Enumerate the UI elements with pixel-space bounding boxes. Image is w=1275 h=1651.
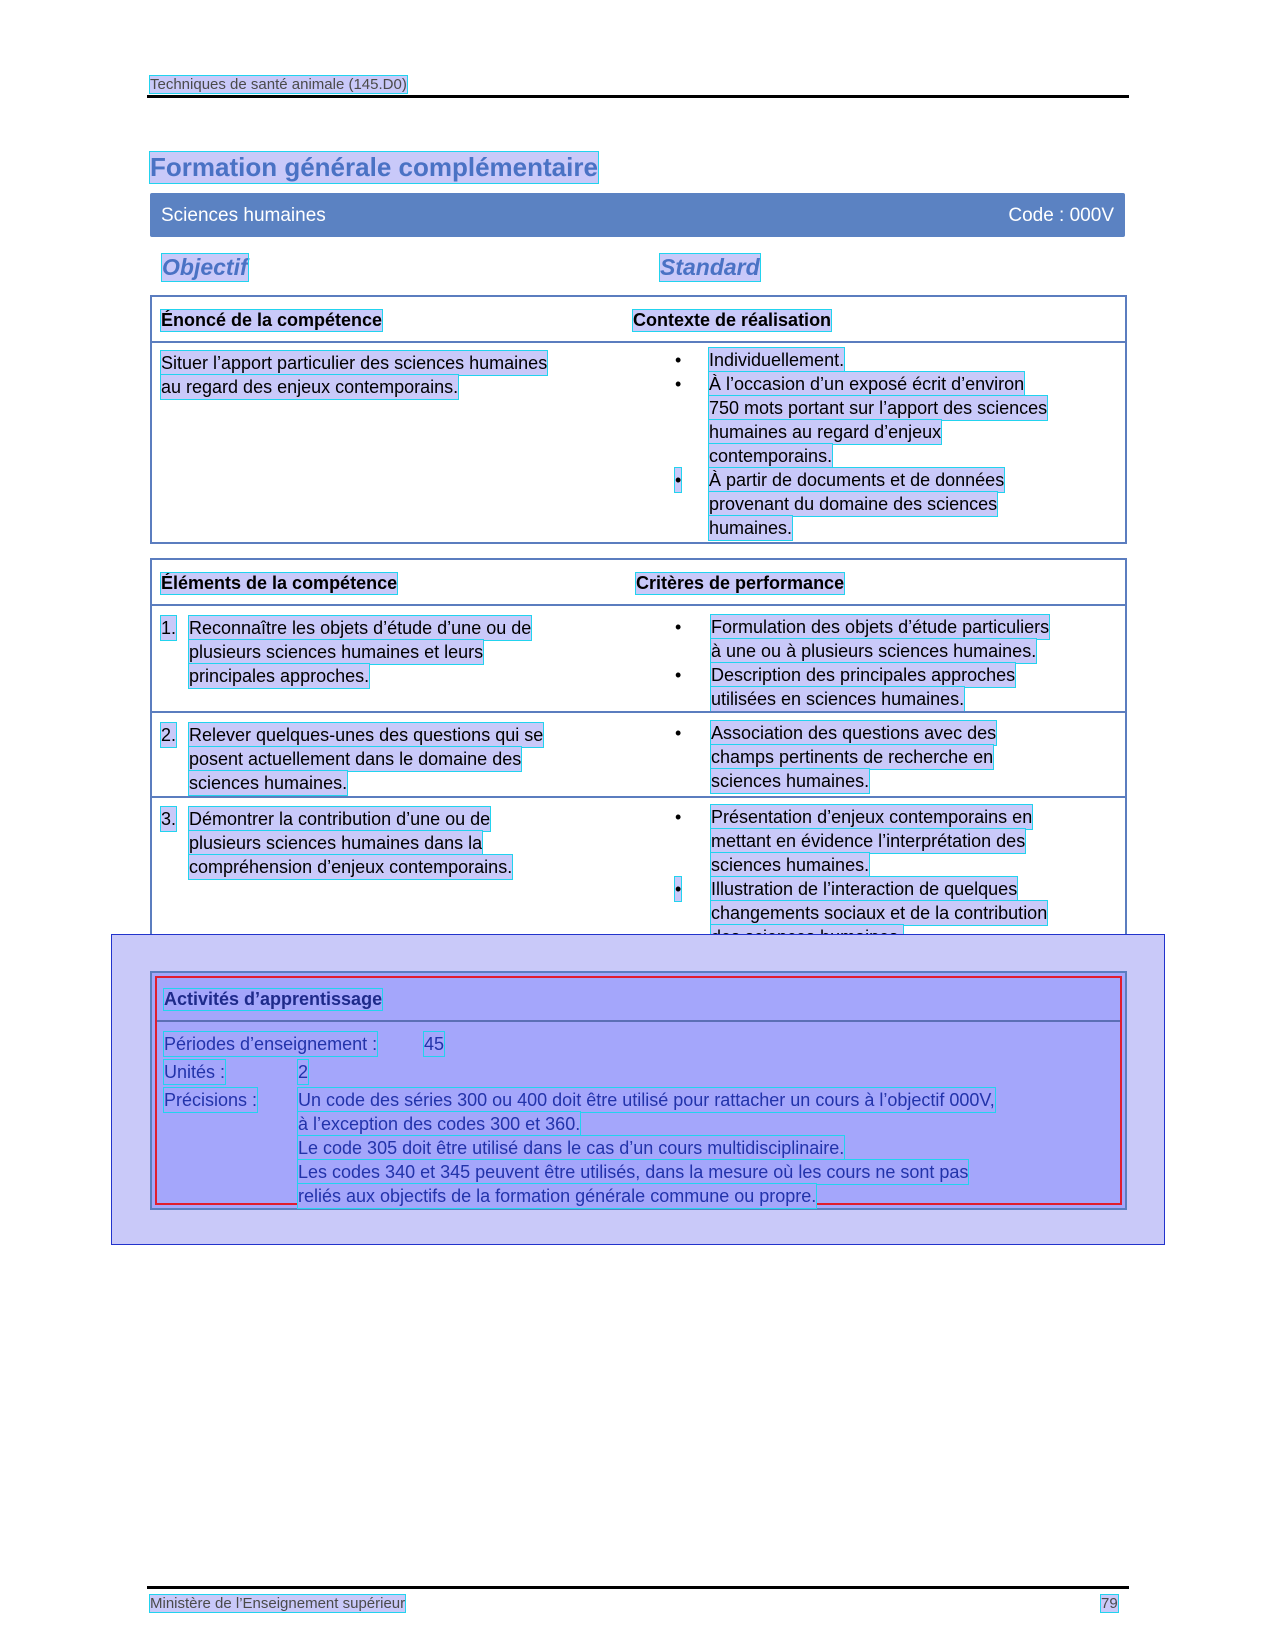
- criterion-line: Illustration de l’interaction de quelques: [711, 879, 1018, 899]
- criterion-line: Formulation des objets d’étude particuliers: [711, 617, 1050, 637]
- element-line: posent actuellement dans le domaine des: [189, 749, 522, 769]
- criteria-col-header: Critères de performance: [636, 573, 845, 593]
- elements-header-row: [152, 560, 1125, 606]
- row-divider: [152, 796, 1125, 798]
- context-item: contemporains.: [709, 446, 833, 466]
- element-line: compréhension d’enjeux contemporains.: [189, 857, 513, 877]
- criterion-line: Association des questions avec des: [711, 723, 997, 743]
- banner-discipline: Sciences humaines: [161, 205, 326, 226]
- element-line: Démontrer la contribution d’une ou de: [189, 809, 491, 829]
- periods-value: 45: [424, 1034, 445, 1054]
- bullet: •: [675, 470, 682, 490]
- bullet: •: [675, 374, 682, 394]
- context-item: Individuellement.: [709, 350, 845, 370]
- bullet: •: [675, 350, 682, 370]
- bullet: •: [675, 807, 682, 827]
- context-item: À l’occasion d’un exposé écrit d’environ: [709, 374, 1025, 394]
- running-header: Techniques de santé animale (145.D0): [150, 76, 407, 93]
- element-line: plusieurs sciences humaines dans la: [189, 833, 483, 853]
- footer-ministry: Ministère de l’Enseignement supérieur: [150, 1595, 406, 1612]
- context-item: 750 mots portant sur l’apport des sciences: [709, 398, 1048, 418]
- learning-activities-box: [150, 971, 1127, 1210]
- criterion-line: utilisées en sciences humaines.: [711, 689, 965, 709]
- criterion-line: champs pertinents de recherche en: [711, 747, 994, 767]
- competence-table: [150, 295, 1127, 544]
- standard-heading: Standard: [660, 254, 760, 280]
- element-number: 3.: [161, 809, 177, 829]
- details-line: Le code 305 doit être utilisé dans le cas d’un cours multidisciplinaire.: [298, 1138, 845, 1158]
- competence-header-row: [152, 297, 1125, 343]
- bullet: •: [675, 879, 682, 899]
- units-label: Unités :: [164, 1062, 226, 1082]
- bullet: •: [675, 723, 682, 743]
- criterion-line: Description des principales approches: [711, 665, 1016, 685]
- element-line: Relever quelques-unes des questions qui se: [189, 725, 544, 745]
- element-line: principales approches.: [189, 666, 370, 686]
- footer-rule: [147, 1586, 1129, 1589]
- banner-code: Code : 000V: [1008, 205, 1114, 226]
- criterion-line: sciences humaines.: [711, 771, 870, 791]
- element-line: sciences humaines.: [189, 773, 348, 793]
- competence-statement-line: au regard des enjeux contemporains.: [161, 377, 459, 397]
- criterion-line: sciences humaines.: [711, 855, 870, 875]
- details-line: à l’exception des codes 300 et 360.: [298, 1114, 581, 1134]
- element-line: Reconnaître les objets d’étude d’une ou de: [189, 618, 532, 638]
- selected-region-outline: [155, 976, 1122, 1205]
- criterion-line: changements sociaux et de la contribution: [711, 903, 1048, 923]
- bullet: •: [675, 617, 682, 637]
- activities-title: Activités d’apprentissage: [164, 989, 383, 1009]
- details-line: Un code des séries 300 ou 400 doit être utilisé pour rattacher un cours à l’objectif 000V,: [298, 1090, 995, 1110]
- context-item: À partir de documents et de données: [709, 470, 1005, 490]
- page-title: Formation générale complémentaire: [150, 152, 598, 182]
- details-line: Les codes 340 et 345 peuvent être utilisés, dans la mesure où les cours ne sont pas: [298, 1162, 969, 1182]
- competence-statement-line: Situer l’apport particulier des sciences humaines: [161, 353, 548, 373]
- details-line: reliés aux objectifs de la formation générale commune ou propre.: [298, 1186, 817, 1206]
- objective-heading: Objectif: [162, 254, 248, 280]
- header-rule: [147, 95, 1129, 98]
- details-label: Précisions :: [164, 1090, 258, 1110]
- element-number: 2.: [161, 725, 177, 745]
- bullet: •: [675, 665, 682, 685]
- context-item: provenant du domaine des sciences: [709, 494, 998, 514]
- page-number: 79: [1101, 1595, 1118, 1612]
- context-col-header: Contexte de réalisation: [633, 310, 832, 330]
- competence-col-header: Énoncé de la compétence: [161, 310, 383, 330]
- element-number: 1.: [161, 618, 177, 638]
- criterion-line: Présentation d’enjeux contemporains en: [711, 807, 1033, 827]
- criterion-line: à une ou à plusieurs sciences humaines.: [711, 641, 1037, 661]
- row-divider: [152, 711, 1125, 713]
- element-line: plusieurs sciences humaines et leurs: [189, 642, 484, 662]
- context-item: humaines.: [709, 518, 793, 538]
- criterion-line: mettant en évidence l’interprétation des: [711, 831, 1026, 851]
- course-banner: [150, 193, 1125, 237]
- context-item: humaines au regard d’enjeux: [709, 422, 942, 442]
- activities-divider: [157, 1020, 1120, 1022]
- units-value: 2: [298, 1062, 309, 1082]
- elements-table: [150, 558, 1127, 950]
- periods-label: Périodes d’enseignement :: [164, 1034, 378, 1054]
- elements-col-header: Éléments de la compétence: [161, 573, 398, 593]
